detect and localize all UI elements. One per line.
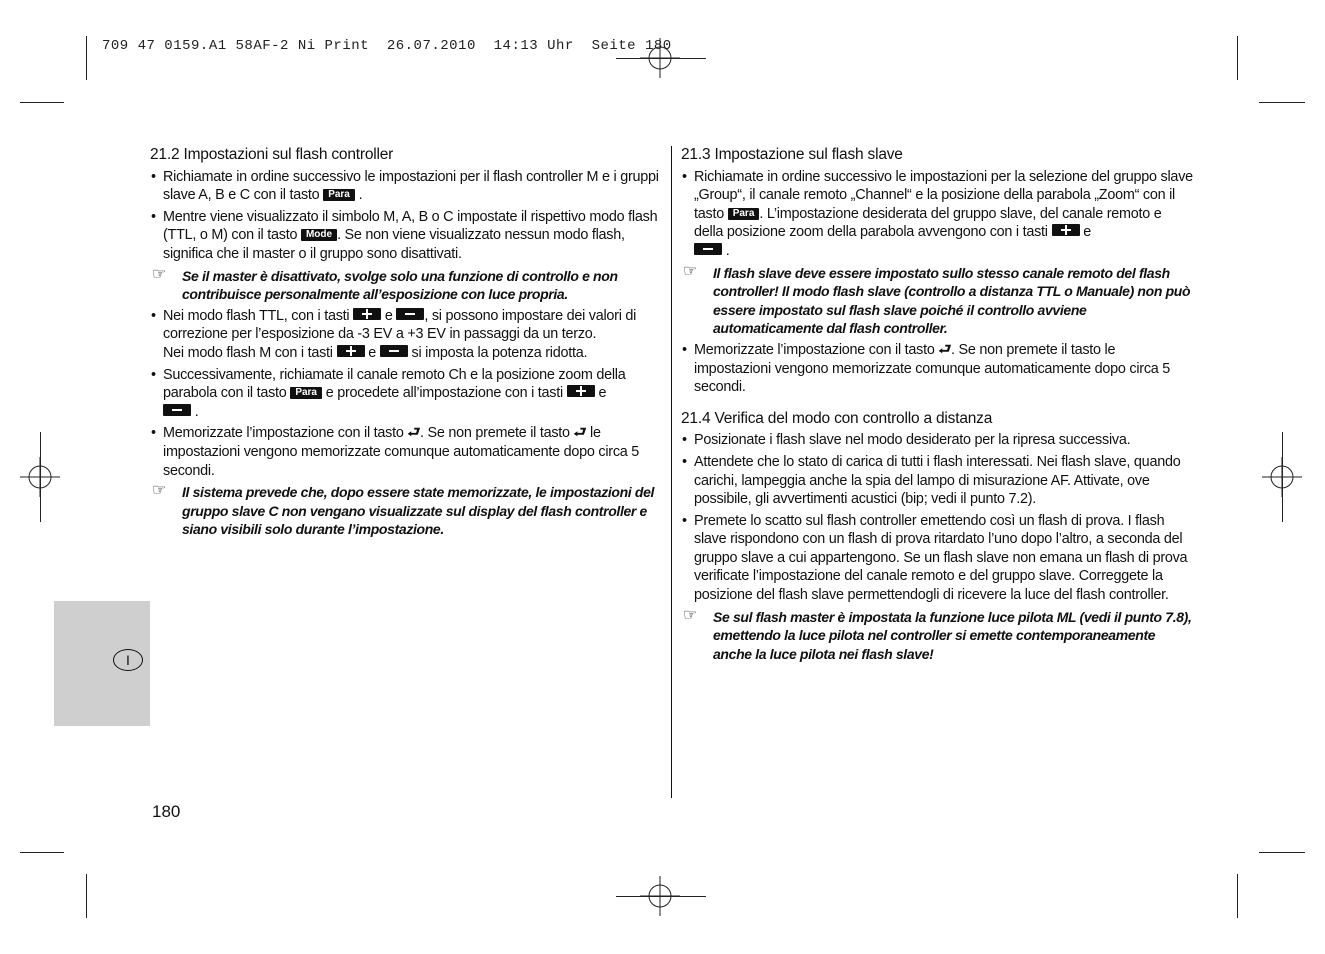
list-item: • Attendete che lo stato di carica di tutti i flash interessati. Nei flash slave, quando carichi, lampeggia anche la spia del lampo di misurazione AF. Attivate, ove possibile, gli avvertimenti acustici (bip; vedi il punto 7.2). <box>681 453 1193 509</box>
note: ☞ Il flash slave deve essere impostato sullo stesso canale remoto del flash controller! Il modo flash slave (controllo a distanza TTL o Manuale) non può essere impostato sul flash slave poiché il controllo avviene automaticamente dal flash controller. <box>683 262 1191 337</box>
list-item: • Posizionate i flash slave nel modo desiderato per la ripresa successiva. <box>681 431 1193 450</box>
crop-mark <box>20 852 64 853</box>
column-divider <box>671 146 672 798</box>
plus-key-icon <box>1052 224 1080 236</box>
crop-mark <box>20 102 64 103</box>
para-key-icon: Para <box>290 387 322 399</box>
note: ☞ Il sistema prevede che, dopo essere state memorizzate, le impostazioni del gruppo slave C non vengano visualizzate sul display del flash controller e siano visibili solo durante l’impostazione. <box>152 482 655 538</box>
language-indicator: I <box>113 649 143 671</box>
plus-key-icon <box>337 345 365 357</box>
registration-line <box>1282 432 1283 522</box>
crop-mark <box>1259 102 1305 103</box>
pointing-hand-icon: ☞ <box>152 265 166 283</box>
crop-mark <box>1259 852 1305 853</box>
list-item: • Memorizzate l’impostazione con il tasto ⮐. Se non premete il tasto le impostazioni vengono memorizzate comunque automaticamente dopo circa 5 secondi. <box>681 341 1193 397</box>
plus-key-icon <box>567 385 595 397</box>
minus-key-icon <box>694 243 722 255</box>
pointing-hand-icon: ☞ <box>683 606 697 624</box>
minus-key-icon <box>380 345 408 357</box>
list-item: • Premete lo scatto sul flash controller emettendo così un flash di prova. I flash slave rispondono con un flash di prova ritardato l’uno dopo l’altro, a seconda del gruppo slave a cui appartengono. Se un flash slave non emana un flash di prova verificate l’impostazione del canale remoto e del gruppo slave. Correggete la posizione del flash slave permettendogli di ricevere la luce del flash controller. <box>681 512 1193 605</box>
mode-key-icon: Mode <box>301 229 337 241</box>
registration-line <box>616 896 706 897</box>
section-title-21-3: 21.3 Impostazione sul flash slave <box>681 146 903 163</box>
registration-line <box>616 58 706 59</box>
crop-mark <box>1237 36 1238 80</box>
note: ☞ Se il master è disattivato, svolge solo una funzione di controllo e non contribuisce personalmente all’esposizione con luce propria. <box>152 265 618 303</box>
crop-mark <box>86 36 87 80</box>
list-item: • Richiamate in ordine successivo le impostazioni per il flash controller M e i gruppi slave A, B e C con il tasto Para . <box>150 168 662 205</box>
list-item: • Memorizzate l’impostazione con il tasto ⮐. Se non premete il tasto ⮐ le impostazioni vengono memorizzate comunque automaticamente dopo circa 5 secondi. <box>150 424 662 480</box>
minus-key-icon <box>396 308 424 320</box>
print-header: 709 47 0159.A1 58AF-2 Ni Print 26.07.2010 14:13 Uhr Seite 180 <box>102 38 672 54</box>
list-item: • Richiamate in ordine successivo le impostazioni per la selezione del gruppo slave „Group“, il canale remoto „Channel“ e la posizione della parabola „Zoom“ con il tasto Para . L’impostazione desiderata del gruppo slave, del canale remoto e della posizione zoom della parabola avvengono con i tasti e . <box>681 168 1193 261</box>
section-title-21-4: 21.4 Verifica del modo con controllo a distanza <box>681 409 993 427</box>
plus-key-icon <box>353 308 381 320</box>
note: ☞ Se sul flash master è impostata la funzione luce pilota ML (vedi il punto 7.8), emettendo la luce pilota nel controller si emette contemporaneamente anche la luce pilota nei flash slave! <box>683 606 1192 662</box>
pointing-hand-icon: ☞ <box>683 262 697 280</box>
list-item: • Nei modo flash TTL, con i tasti e , si possono impostare dei valori di correzione per l’esposizione da -3 EV a +3 EV in passaggi da un terzo. Nei modo flash M con i tasti e si imposta la potenza ridotta. <box>150 307 662 363</box>
return-key-icon: ⮐ <box>573 425 587 442</box>
right-column <box>681 146 1193 666</box>
pointing-hand-icon: ☞ <box>152 482 166 500</box>
return-key-icon: ⮐ <box>938 341 952 358</box>
return-key-icon: ⮐ <box>407 425 421 442</box>
left-column <box>150 146 662 542</box>
list-item: • Successivamente, richiamate il canale remoto Ch e la posizione zoom della parabola con il tasto Para e procedete all’impostazione con i tasti e . <box>150 366 662 422</box>
para-key-icon: Para <box>323 189 355 201</box>
section-title-21-2: 21.2 Impostazioni sul flash controller <box>150 146 394 163</box>
crop-mark <box>86 874 87 918</box>
minus-key-icon <box>163 404 191 416</box>
registration-line <box>40 432 41 522</box>
list-item: • Mentre viene visualizzato il simbolo M, A, B o C impostate il rispettivo modo flash (TTL, o M) con il tasto Mode . Se non viene visualizzato nessun modo flash, significa che il master o il gruppo sono disattivati. <box>150 208 662 264</box>
para-key-icon: Para <box>728 208 760 220</box>
crop-mark <box>1237 874 1238 918</box>
page-number: 180 <box>152 802 181 821</box>
